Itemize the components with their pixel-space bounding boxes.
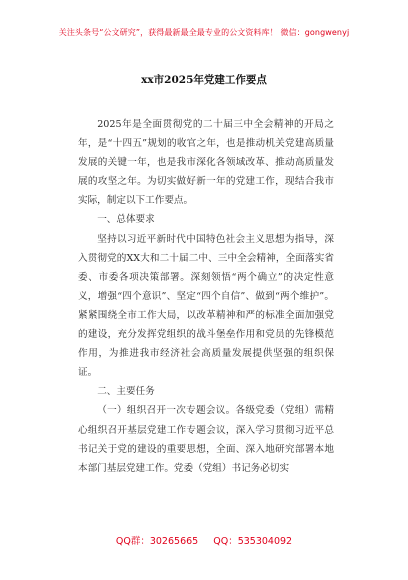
top-banner: 关注头条号“公文研究”，获得最新最全最专业的公文资料库！ 微信：gongwenyj [58, 28, 350, 37]
section-heading-general: 一、总体要求 [97, 214, 155, 226]
footer-qq: QQ：535304092 [213, 536, 293, 547]
section-heading-tasks: 二、主要任务 [97, 386, 155, 398]
footer-qq-group: QQ群：30265665 [115, 536, 199, 547]
intro-paragraph: 2025年是全面贯彻党的二十届三中全会精神的开局之年，是“十四五”规划的收官之年，也是推动机关党建高质量发展的关键一年，也是我市深化各领域改革、推动高质量发展的攻坚之年。为切实做好新一年的党建工作，现结合我市实际，制定以下工作要点。 [78, 119, 334, 207]
footer-contact [0, 533, 408, 547]
document-body [78, 115, 334, 478]
task-one-paragraph: （一）组织召开一次专题会议。各级党委（党组）需精心组织召开基层党建工作专题会议，深入学习贯彻习近平总书记关于党的建设的重要思想，全面、深入地研究部署本地本部门基层党建工作。党委（党组）书记务必切实 [78, 405, 334, 474]
footer-separator [204, 536, 207, 547]
document-title: xx市2025年党建工作要点 [141, 74, 267, 86]
general-requirements-paragraph: 坚持以习近平新时代中国特色社会主义思想为指导，深入贯彻党的XX大和二十届二中、三中全会精神，全面落实省委、市委各项决策部署。深刻领悟“两个确立”的决定性意义，增强“四个意识”、坚定“四个自信”、做到“两个维护”。紧紧围绕全市工作大局，以改革精神和严的标准全面加强党的建设，充分发挥党组织的战斗堡垒作用和党员的先锋模范作用，为推进我市经济社会高质量发展提供坚强的组织保证。 [78, 233, 334, 379]
